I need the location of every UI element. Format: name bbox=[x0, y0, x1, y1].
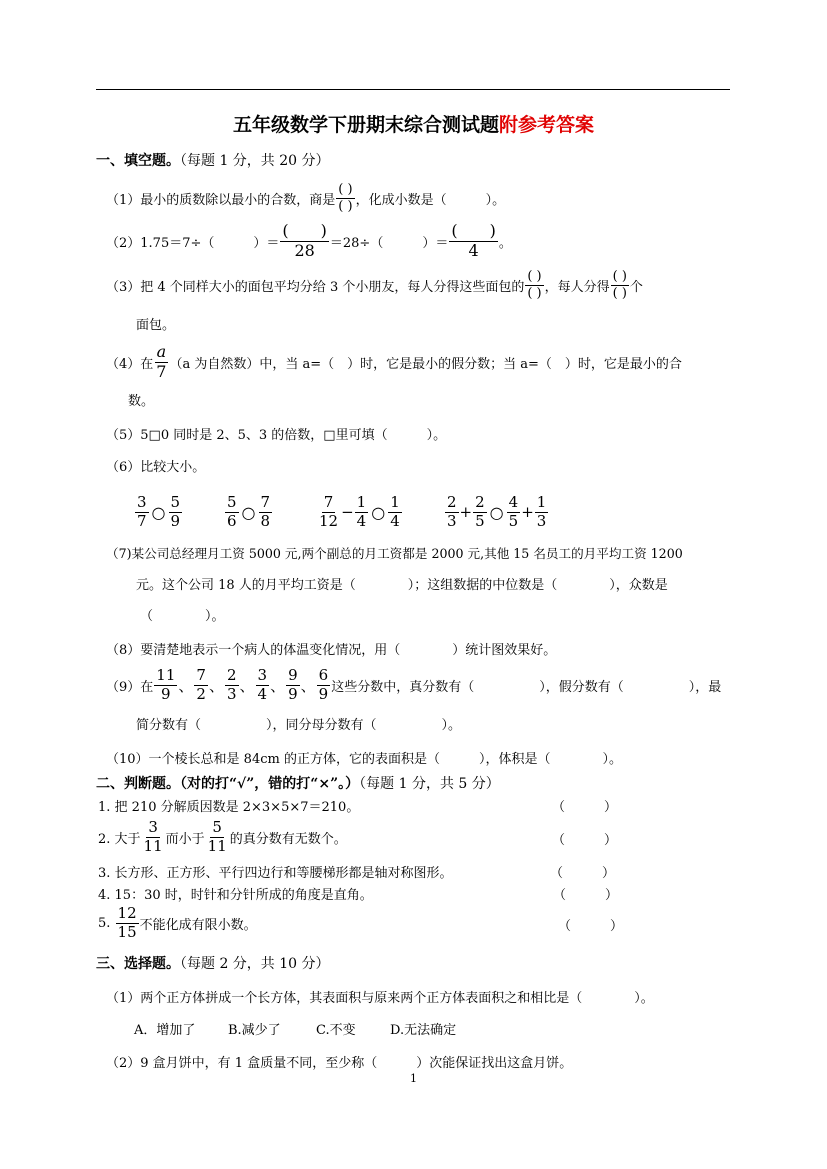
judge-1-blank[interactable]: （ ） bbox=[552, 800, 618, 815]
judge-5-blank[interactable]: （ ） bbox=[558, 919, 624, 934]
q1-6-label: （6）比较大小。 bbox=[106, 460, 206, 475]
judge-4: 4. 15：30 时，时针和分针所成的角度是直角。 bbox=[98, 888, 373, 903]
header-rule bbox=[96, 89, 730, 90]
choice-1-option-c[interactable]: C.不变 bbox=[316, 1023, 356, 1038]
q1-7-line2: 元。这个公司 18 人的月平均工资是（ ）；这组数据的中位数是（ ），众数是 bbox=[136, 578, 668, 593]
judge-3: 3. 长方形、正方形、平行四边行和等腰梯形都是轴对称图形。 bbox=[98, 866, 453, 881]
section1-heading: 一、填空题。（每题 1 分，共 20 分） bbox=[96, 153, 330, 169]
q1-10: （10）一个棱长总和是 84cm 的正方体，它的表面积是（ ），体积是（ ）。 bbox=[106, 752, 622, 767]
compare-1: $\frac{3}{7}$ ○ $\frac{5}{9}$ bbox=[137, 492, 181, 530]
judge-5: 5. $\frac{12}{15}$ 不能化成有限小数。 bbox=[98, 903, 257, 941]
page-number: 1 bbox=[410, 1072, 417, 1085]
choice-1-option-a[interactable]: A．增加了 bbox=[134, 1023, 196, 1038]
compare-2: $\frac{5}{6}$ ○ $\frac{7}{8}$ bbox=[227, 492, 271, 530]
q1-7-line1: （7)某公司总经理月工资 5000 元,两个副总的月工资都是 2000 元,其他 15 名员工的月平均工资 1200 bbox=[106, 546, 683, 561]
judge-2: 2. 大于 $\frac{3}{11}$ 而小于 $\frac{5}{11}$ 的真分数有无数个。 bbox=[98, 817, 347, 855]
judge-3-blank[interactable]: （ ） bbox=[550, 866, 616, 881]
q1-7-line3: （ ）。 bbox=[140, 609, 225, 624]
q1-9-line2: 简分数有（ ），同分母分数有（ ）。 bbox=[136, 718, 462, 733]
section3-heading: 三、选择题。（每题 2 分，共 10 分） bbox=[96, 956, 330, 972]
q1-3: （3）把 4 个同样大小的面包平均分给 3 个小朋友，每人分得这些面包的 $\frac{( )}{( )}$ ，每人分得 $\frac{( )}{( )}$ 个 bbox=[106, 268, 643, 301]
section2-heading: 二、判断题。（对的打“√”，错的打“×”。）（每题 1 分，共 5 分） bbox=[96, 776, 500, 792]
q1-2: （2）1.75＝7÷（ ）＝ $\frac{( )}{28}$ ＝28÷（ ）＝ $\frac{( )}{4}$ 。 bbox=[106, 220, 512, 260]
choice-2: （2）9 盒月饼中，有 1 盒质量不同，至少称（ ）次能保证找出这盒月饼。 bbox=[106, 1056, 573, 1071]
q1-4-line2: 数。 bbox=[128, 394, 155, 409]
judge-2-blank[interactable]: （ ） bbox=[552, 833, 618, 848]
q1-3-line2: 面包。 bbox=[136, 318, 176, 333]
page-title: 五年级数学下册期末综合测试题附参考答案 bbox=[232, 114, 595, 136]
q1-8: （8）要清楚地表示一个病人的体温变化情况，用（ ）统计图效果好。 bbox=[106, 643, 557, 658]
title-suffix: 附参考答案 bbox=[499, 114, 595, 136]
judge-4-blank[interactable]: （ ） bbox=[553, 888, 619, 903]
q1-4: （4）在 $\frac{a}{7}$ （a 为自然数）中，当 a=（ ）时，它是最小的假分数；当 a=（ ）时，它是最小的合 bbox=[106, 341, 682, 381]
q1-1: （1）最小的质数除以最小的合数，商是 $\frac{( )}{( )}$ ，化成小数是（ ）。 bbox=[106, 181, 506, 214]
q1-5: （5）5□0 同时是 2、5、3 的倍数，□里可填（ ）。 bbox=[106, 428, 447, 443]
choice-1-option-d[interactable]: D.无法确定 bbox=[390, 1023, 457, 1038]
choice-1-option-b[interactable]: B.减少了 bbox=[228, 1023, 281, 1038]
compare-4: $\frac{2}{3}$ + $\frac{2}{5}$ ○ $\frac{4}{5}$ + $\frac{1}{3}$ bbox=[447, 492, 547, 530]
q1-9: （9）在 $\frac{11}{9}$ 、 $\frac{7}{2}$ 、 $\frac{2}{3}$ 、 $\frac{3}{4}$ 、 $\frac{9}{9}$ 、 $\frac{6}{9}$ 这些分数中，真分数有（ ），假分数有（ ），最 bbox=[106, 665, 722, 703]
choice-1: （1）两个正方体拼成一个长方体，其表面积与原来两个正方体表面积之和相比是（ ）。 bbox=[106, 991, 654, 1006]
compare-3: $\frac{7}{12}$ − $\frac{1}{4}$ ○ $\frac{1}{4}$ bbox=[319, 492, 400, 530]
judge-1: 1. 把 210 分解质因数是 2×3×5×7＝210。 bbox=[98, 800, 360, 815]
